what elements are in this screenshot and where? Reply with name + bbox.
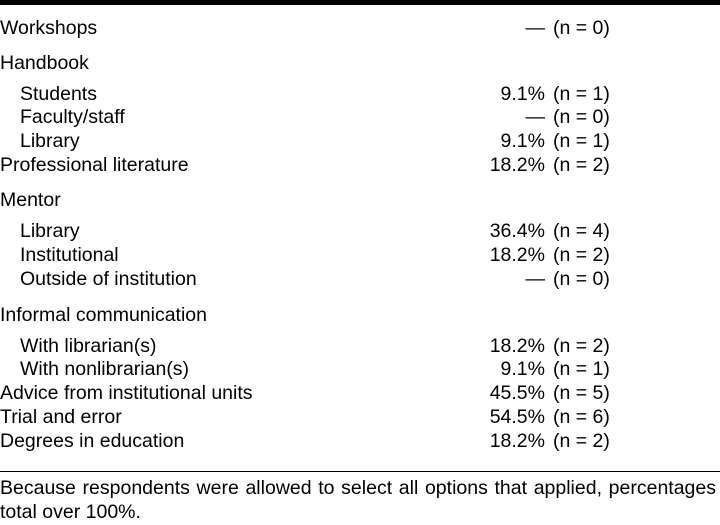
row-label: Institutional [20, 244, 119, 266]
row-percent: 18.2% [489, 154, 545, 176]
row-percent: 18.2% [489, 335, 545, 357]
row-label: With librarian(s) [20, 335, 157, 357]
row-count: (n = 1) [553, 358, 610, 380]
row-label: Mentor [0, 189, 61, 211]
row-percent: — [525, 268, 545, 290]
row-label: Informal communication [0, 304, 207, 326]
table-row [0, 243, 720, 267]
row-label: Handbook [0, 52, 89, 74]
row-percent: 9.1% [500, 358, 545, 380]
row-percent: 18.2% [489, 244, 545, 266]
row-percent: — [525, 17, 545, 39]
table-row-group-header [0, 188, 720, 212]
row-count: (n = 2) [553, 335, 610, 357]
row-percent: 45.5% [489, 382, 545, 404]
row-label: With nonlibrarian(s) [20, 358, 190, 380]
table-row-group-header [0, 51, 720, 75]
row-count: (n = 1) [553, 130, 610, 152]
row-percent: 54.5% [489, 406, 545, 428]
table-row [0, 357, 720, 381]
row-count: (n = 5) [553, 382, 610, 404]
table-row [0, 16, 720, 40]
table-row [0, 105, 720, 129]
row-percent: — [525, 106, 545, 128]
row-count: (n = 6) [553, 406, 610, 428]
row-count: (n = 0) [553, 17, 610, 39]
row-percent: 9.1% [500, 83, 545, 105]
row-count: (n = 1) [553, 83, 610, 105]
row-count: (n = 2) [553, 430, 610, 452]
table-row [0, 219, 720, 243]
row-label: Professional literature [0, 154, 189, 176]
table-row [0, 429, 720, 453]
row-percent: 18.2% [489, 430, 545, 452]
row-percent: 9.1% [500, 130, 545, 152]
row-label: Advice from institutional units [0, 382, 253, 404]
row-label: Students [20, 83, 97, 105]
row-label: Outside of institution [20, 268, 197, 290]
row-label: Trial and error [0, 406, 122, 428]
table-row [0, 405, 720, 429]
row-label: Workshops [0, 17, 98, 39]
row-label: Library [20, 130, 80, 152]
table-row [0, 381, 720, 405]
row-count: (n = 0) [553, 268, 610, 290]
row-label: Library [20, 220, 80, 242]
table-row [0, 334, 720, 358]
row-count: (n = 2) [553, 154, 610, 176]
row-count: (n = 0) [553, 106, 610, 128]
row-percent: 36.4% [489, 220, 545, 242]
row-count: (n = 4) [553, 220, 610, 242]
row-label: Degrees in education [0, 430, 185, 452]
table-footnote: Because respondents were allowed to select all options that applied, percentages total over 100%. [0, 477, 716, 523]
table-row-group-header [0, 303, 720, 327]
table-bottom-rule [0, 471, 720, 472]
table-top-rule [0, 0, 720, 5]
table-row [0, 267, 720, 291]
table-row [0, 82, 720, 106]
table-row [0, 129, 720, 153]
row-label: Faculty/staff [20, 106, 125, 128]
row-count: (n = 2) [553, 244, 610, 266]
table-row [0, 153, 720, 177]
